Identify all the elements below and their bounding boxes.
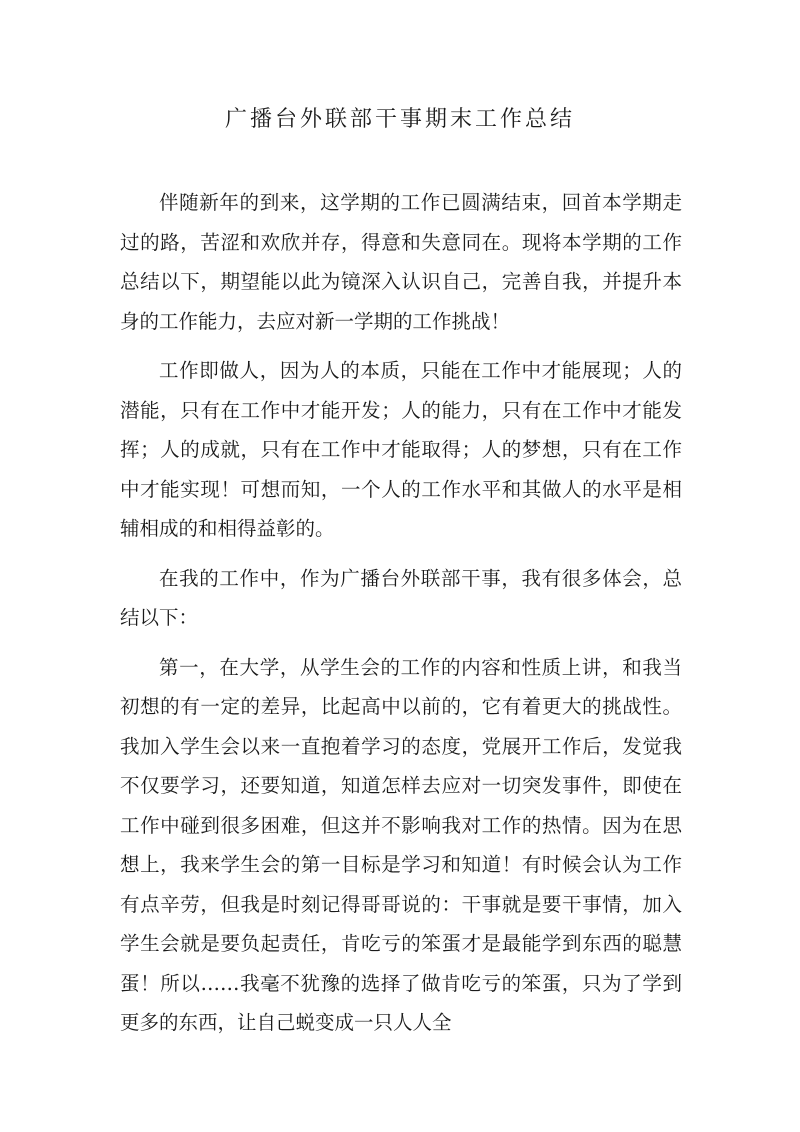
document-title: 广播台外联部干事期末工作总结 [224,107,575,132]
paragraph-2: 工作即做人，因为人的本质，只能在工作中才能展现；人的潜能，只有在工作中才能开发；人的能力，只有在工作中才能发挥；人的成就，只有在工作中才能取得；人的梦想，只有在工作中才能实现！可想而知，一个人的工作水平和其做人的水平是相辅相成的和相得益彰的。 [120,359,682,540]
document-body [120,183,682,1053]
paragraph-1: 伴随新年的到来，这学期的工作已圆满结束，回首本学期走过的路，苦涩和欢欣并存，得意和失意同在。现将本学期的工作总结以下，期望能以此为镜深入认识自己，完善自我，并提升本身的工作能力，去应对新一学期的工作挑战！ [120,191,682,333]
paragraph-3: 在我的工作中，作为广播台外联部干事，我有很多体会，总结以下： [120,566,682,629]
paragraph-4: 第一，在大学，从学生会的工作的内容和性质上讲，和我当初想的有一定的差异，比起高中以前的，它有着更大的挑战性。我加入学生会以来一直抱着学习的态度，党展开工作后，发觉我不仅要学习，还要知道，知道怎样去应对一切突发事件，即使在工作中碰到很多困难，但这并不影响我对工作的热情。因为在思想上，我来学生会的第一目标是学习和知道！有时候会认为工作有点辛劳，但我是时刻记得哥哥说的：干事就是要干事情，加入学生会就是要负起责任，肯吃亏的笨蛋才是最能学到东西的聪慧蛋！所以……我毫不犹豫的选择了做肯吃亏的笨蛋，只为了学到更多的东西，让自己蜕变成一只人人全 [120,655,682,1034]
